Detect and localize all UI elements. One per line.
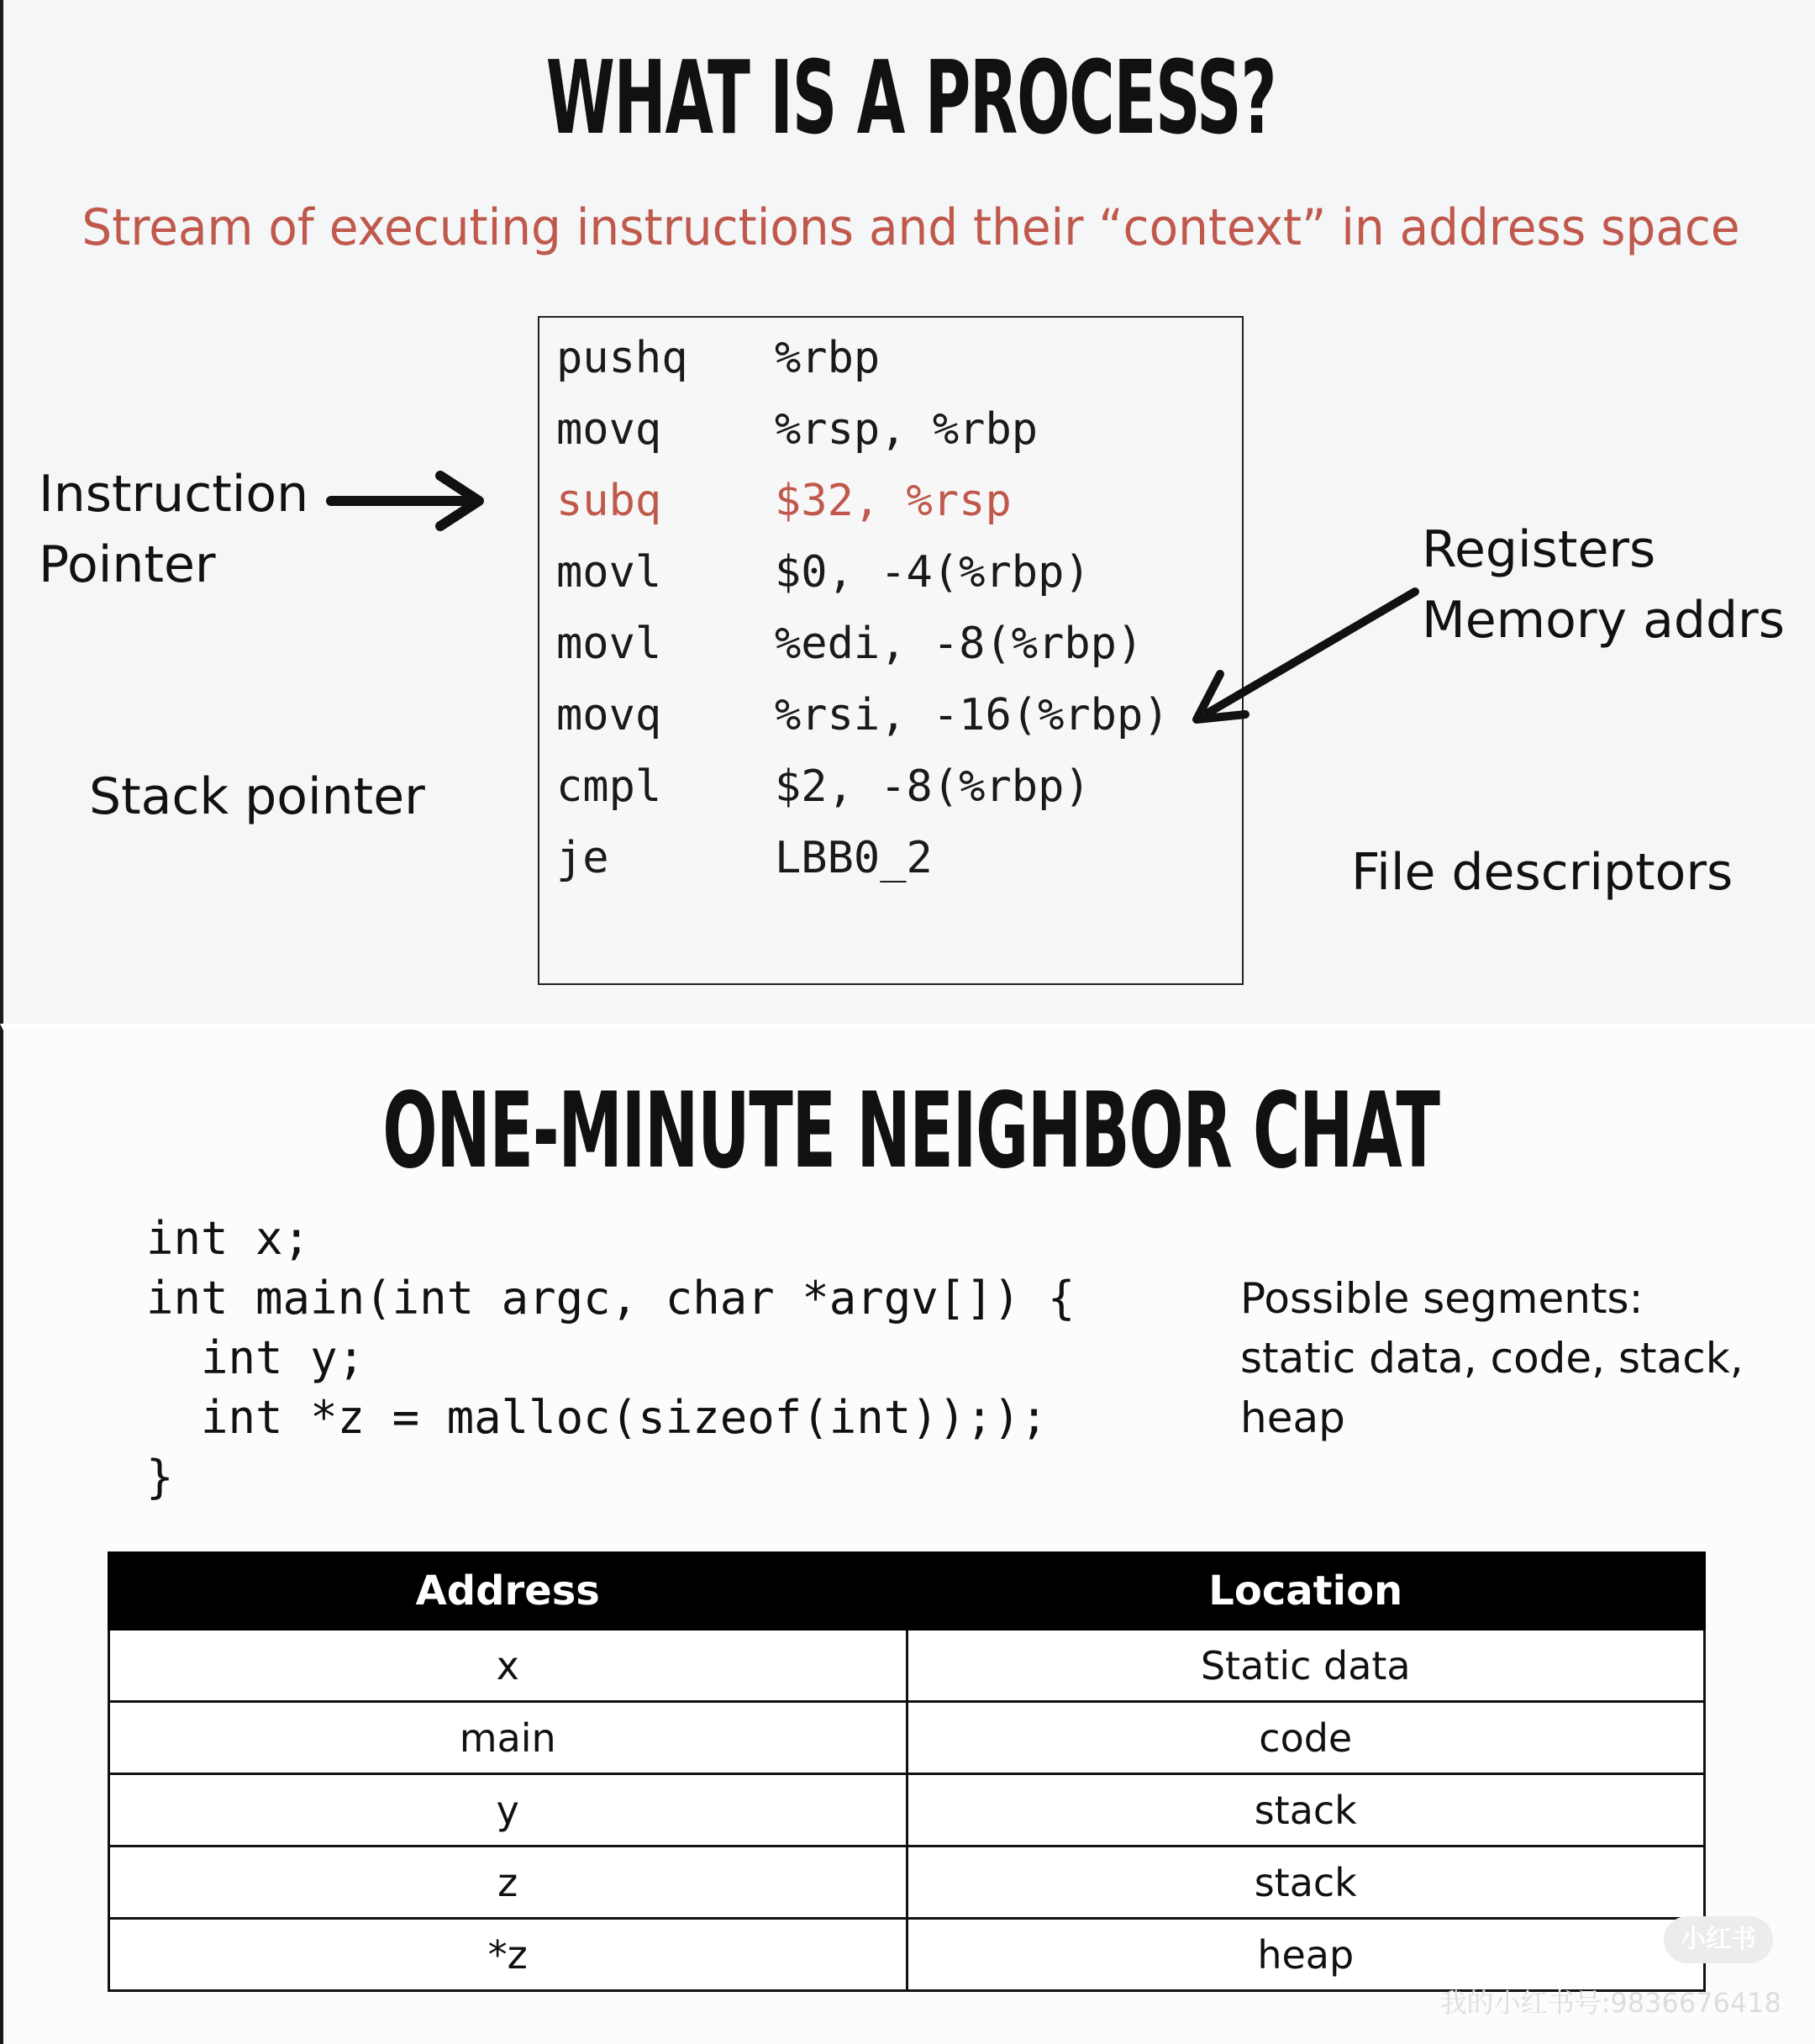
instruction-operands: $0, -4(%rbp) [775, 547, 1091, 598]
address-location-table [108, 1551, 1706, 1992]
location-cell: stack [907, 1846, 1705, 1919]
instruction-operands: $32, %rsp [775, 476, 1012, 526]
instruction-operands: %rbp [775, 333, 881, 383]
instruction-pointer-label-line2: Pointer [39, 535, 216, 594]
instruction-opcode: subq [556, 476, 662, 526]
location-cell: code [907, 1702, 1705, 1774]
address-cell: y [109, 1774, 908, 1846]
registers-arrow-icon [1197, 592, 1415, 719]
stack-pointer-label: Stack pointer [89, 767, 425, 826]
instruction-opcode: pushq [556, 333, 688, 383]
table-row [109, 1846, 1705, 1919]
location-column-header: Location [907, 1553, 1705, 1630]
segments-line: static data, code, stack, [1240, 1334, 1744, 1383]
instruction-opcode: movq [556, 404, 662, 455]
instruction-pointer-label-line1: Instruction [39, 465, 309, 524]
code-line: int y; [146, 1331, 366, 1384]
address-column-header: Address [109, 1553, 908, 1630]
watermark-badge: 小红书 [1664, 1916, 1773, 1963]
code-line: int *z = malloc(sizeof(int));); [146, 1391, 1048, 1444]
table-header-row [109, 1553, 1705, 1630]
instruction-operands: %edi, -8(%rbp) [775, 619, 1144, 669]
slide-neighbor-chat [0, 1024, 1815, 2044]
instruction-opcode: movl [556, 547, 662, 598]
slide-subtitle: Stream of executing instructions and their “context” in address space [82, 198, 1740, 257]
registers-label-line1: Registers [1422, 520, 1656, 579]
instruction-operands: %rsp, %rbp [775, 404, 1039, 455]
table-row [109, 1630, 1705, 1702]
instruction-opcode: je [556, 833, 609, 883]
location-cell: Static data [907, 1630, 1705, 1702]
code-line: int main(int argc, char *argv[]) { [146, 1272, 1076, 1325]
address-cell: x [109, 1630, 908, 1702]
address-cell: z [109, 1846, 908, 1919]
instruction-pointer-arrow-icon [331, 476, 479, 526]
instruction-operands: $2, -8(%rbp) [775, 761, 1091, 812]
c-code-listing [146, 1209, 1075, 1507]
segments-line: heap [1240, 1393, 1345, 1442]
instruction-operands: %rsi, -16(%rbp) [775, 690, 1170, 740]
segments-line: Possible segments: [1240, 1274, 1644, 1323]
address-cell: *z [109, 1919, 908, 1991]
watermark-text: 我的小红书号:9836676418 [1439, 1987, 1781, 2019]
instruction-opcode: movq [556, 690, 662, 740]
instruction-opcode: cmpl [556, 761, 662, 812]
code-line: int x; [146, 1212, 311, 1265]
instruction-operands: LBB0_2 [775, 833, 933, 883]
slide-title: ONE-MINUTE NEIGHBOR CHAT [382, 1071, 1439, 1192]
location-cell: heap [907, 1919, 1705, 1991]
table-row [109, 1774, 1705, 1846]
annotation-arrows [3, 0, 1815, 1024]
file-descriptors-label: File descriptors [1351, 843, 1733, 902]
table-row [109, 1919, 1705, 1991]
possible-segments-note [1240, 1269, 1761, 1448]
location-cell: stack [907, 1774, 1705, 1846]
address-cell: main [109, 1702, 908, 1774]
instruction-opcode: movl [556, 619, 662, 669]
registers-label-line2: Memory addrs [1422, 591, 1785, 650]
table-row [109, 1702, 1705, 1774]
code-line: } [146, 1451, 174, 1504]
slide-title: WHAT IS A PROCESS? [545, 40, 1276, 157]
